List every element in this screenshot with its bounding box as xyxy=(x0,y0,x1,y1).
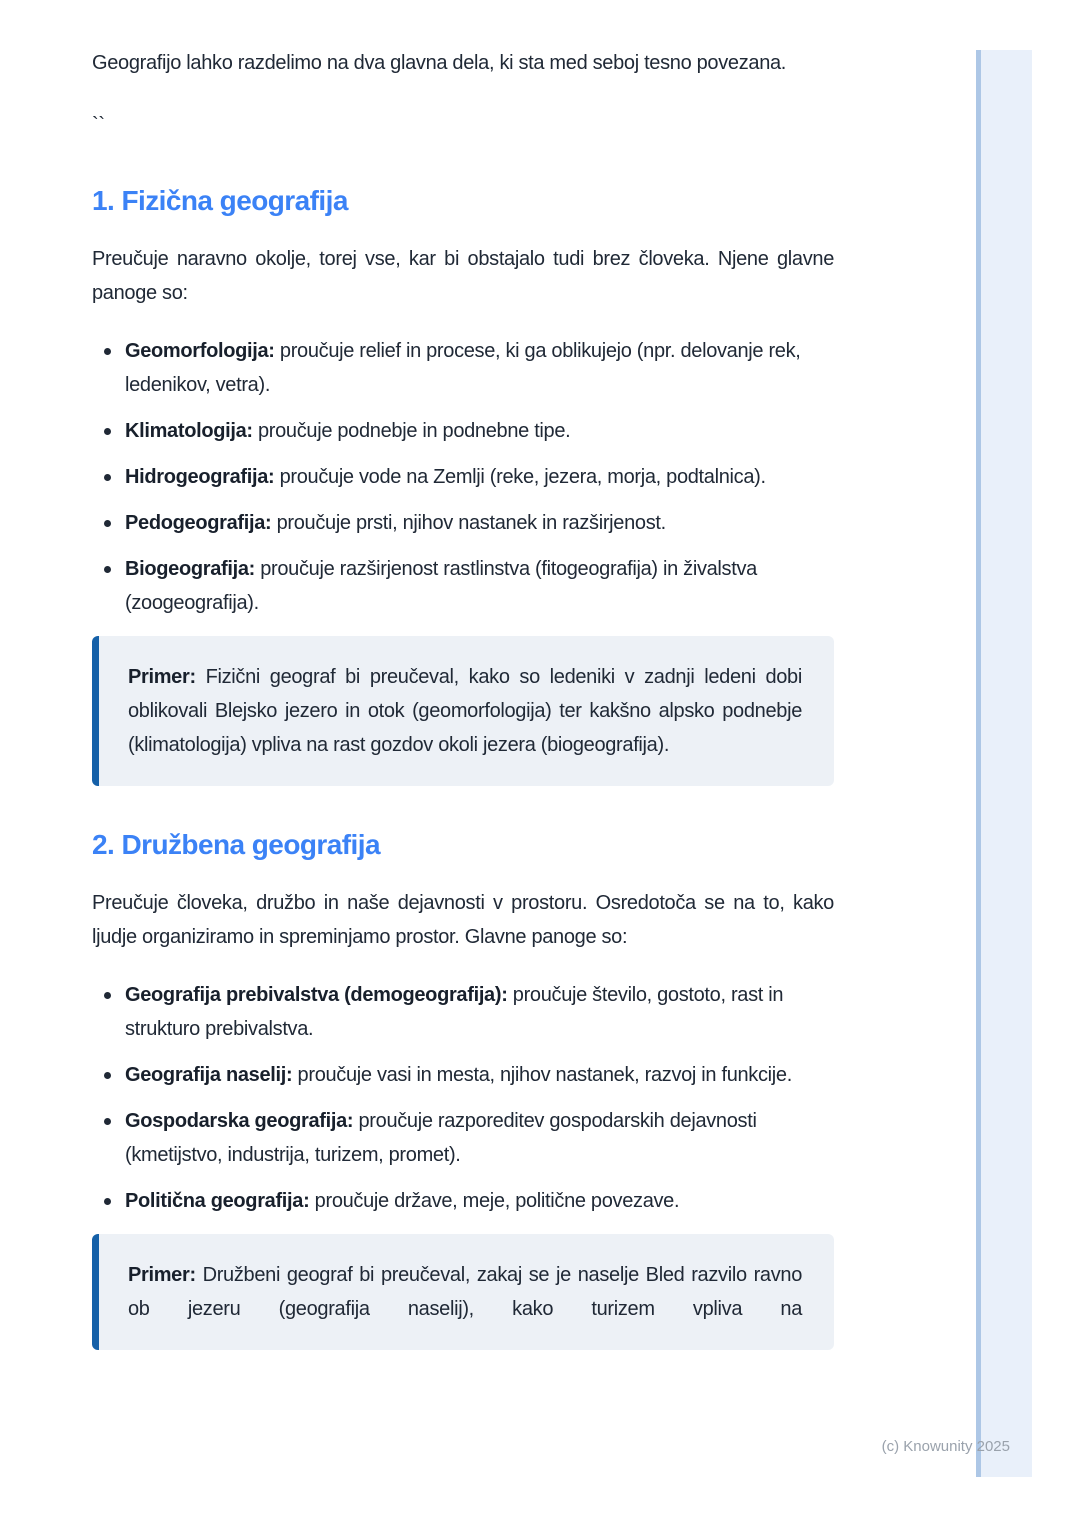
branch-term: Politična geografija: xyxy=(125,1190,310,1212)
section xyxy=(92,184,834,786)
callout-text xyxy=(128,1258,802,1326)
branch-term: Geografija prebivalstva (demogeografija): xyxy=(125,984,508,1006)
example-callout xyxy=(92,636,834,786)
section xyxy=(92,828,834,1350)
right-margin-bar xyxy=(976,50,1032,1477)
callout-body-text: Družbeni geograf bi preučeval, zakaj se je naselje Bled razvilo ravno ob jezeru (geografija naselij), kako turizem vpliva na xyxy=(128,1264,802,1320)
branch-term: Hidrogeografija: xyxy=(125,466,275,488)
document-content xyxy=(92,0,834,1350)
branch-list-item: Geografija prebivalstva (demogeografija): proučuje število, gostoto, rast in strukturo prebivalstva. xyxy=(92,978,834,1046)
stray-backticks: `` xyxy=(92,114,105,136)
branch-term: Geomorfologija: xyxy=(125,340,275,362)
callout-label: Primer: xyxy=(128,666,196,688)
branch-term: Gospodarska geografija: xyxy=(125,1110,354,1132)
branch-term: Geografija naselij: xyxy=(125,1064,293,1086)
branch-term: Pedogeografija: xyxy=(125,512,272,534)
section-heading: 2. Družbena geografija xyxy=(92,829,380,860)
copyright-watermark: (c) Knowunity 2025 xyxy=(881,1438,1010,1455)
section-heading: 1. Fizična geografija xyxy=(92,185,348,216)
callout-label: Primer: xyxy=(128,1264,196,1286)
branch-list-item: Geomorfologija: proučuje relief in procese, ki ga oblikujejo (npr. delovanje rek, ledenikov, vetra). xyxy=(92,334,834,402)
callout-body-text: Fizični geograf bi preučeval, kako so ledeniki v zadnji ledeni dobi oblikovali Blejsko jezero in otok (geomorfologija) ter kakšno alpsko podnebje (klimatologija) vpliva na rast gozdov okoli jezera (biogeografija). xyxy=(128,666,802,756)
sections-container xyxy=(92,184,834,1350)
branch-list-item: Geografija naselij: proučuje vasi in mesta, njihov nastanek, razvoj in funkcije. xyxy=(92,1058,834,1092)
branch-list xyxy=(92,978,834,1218)
branch-term: Biogeografija: xyxy=(125,558,255,580)
section-intro: Preučuje človeka, družbo in naše dejavnosti v prostoru. Osredotoča se na to, kako ljudje organiziramo in spreminjamo prostor. Glavne panoge so: xyxy=(92,892,834,948)
branch-list-item: Gospodarska geografija: proučuje razporeditev gospodarskih dejavnosti (kmetijstvo, industrija, turizem, promet). xyxy=(92,1104,834,1172)
intro-paragraph: Geografijo lahko razdelimo na dva glavna dela, ki sta med seboj tesno povezana. xyxy=(92,52,787,74)
branch-list-item: Pedogeografija: proučuje prsti, njihov nastanek in razširjenost. xyxy=(92,506,834,540)
branch-list-item: Hidrogeografija: proučuje vode na Zemlji (reke, jezera, morja, podtalnica). xyxy=(92,460,834,494)
section-intro: Preučuje naravno okolje, torej vse, kar bi obstajalo tudi brez človeka. Njene glavne panoge so: xyxy=(92,248,834,304)
branch-list-item: Politična geografija: proučuje države, meje, politične povezave. xyxy=(92,1184,834,1218)
callout-text xyxy=(128,660,802,762)
branch-list xyxy=(92,334,834,620)
branch-list-item: Klimatologija: proučuje podnebje in podnebne tipe. xyxy=(92,414,834,448)
branch-term: Klimatologija: xyxy=(125,420,253,442)
branch-list-item: Biogeografija: proučuje razširjenost rastlinstva (fitogeografija) in živalstva (zoogeografija). xyxy=(92,552,834,620)
example-callout xyxy=(92,1234,834,1350)
